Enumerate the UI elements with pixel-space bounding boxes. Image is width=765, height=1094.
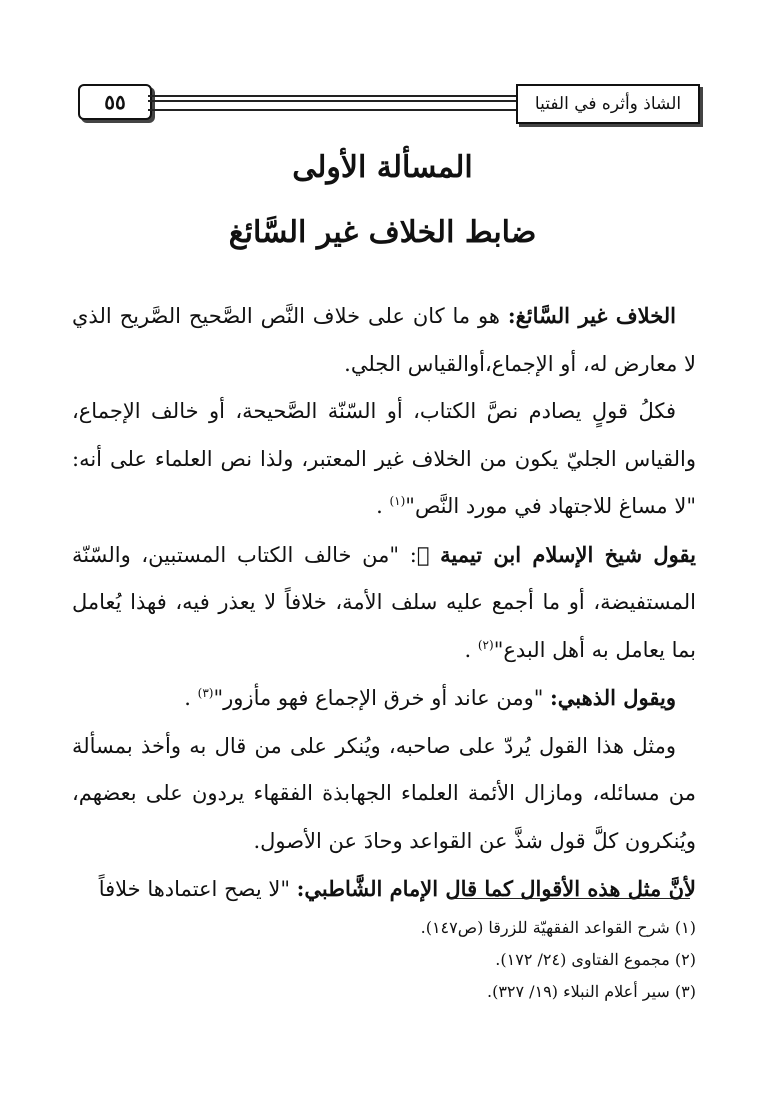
- book-title: الشاذ وأثره في الفتيا: [534, 94, 682, 114]
- footnotes: [72, 912, 696, 1008]
- header-rule: [148, 95, 520, 111]
- footnote-separator: [450, 898, 690, 899]
- paragraph-4-end: .: [184, 686, 198, 710]
- defined-term: الخلاف غير السَّائغ:: [507, 303, 676, 328]
- footnote-ref-3: (٣): [197, 686, 214, 700]
- page-number-box: [78, 84, 152, 120]
- topic-heading: ضابط الخلاف غير السَّائغ: [228, 215, 537, 250]
- book-title-box: [516, 84, 700, 124]
- paragraph-3: [72, 531, 696, 675]
- page-number: ٥٥: [104, 90, 126, 114]
- definition-text: هو ما كان على خلاف النَّص الصَّحيح الصَّريح الذي لا معارض له، أو الإجماع،أوالقياس الجلي.: [72, 304, 696, 376]
- footnote-1: (١) شرح القواعد الفقهيّة للزرقا (ص١٤٧).: [420, 918, 696, 937]
- paragraph-2: [72, 388, 696, 531]
- quote-lead-dhahabi: ويقول الذهبي:: [550, 685, 676, 710]
- paragraph-5: ومثل هذا القول يُردّ على صاحبه، ويُنكر على من قال به وأخذ بمسألة من مسائله، ومازال الأئمة العلماء الجهابذة الفقهاء يردون على بعضهم، ويُنكرون كلَّ قول شذَّ عن القواعد وحادَ عن الأصول.: [72, 733, 696, 853]
- paragraph-4-text: "ومن عاند أو خرق الإجماع فهو مأزور": [213, 686, 551, 710]
- paragraph-1: [72, 292, 696, 388]
- paragraph-2-text: فكلُ قولٍ يصادم نصَّ الكتاب، أو السّنّة الصَّحيحة، أو خالف الإجماع، والقياس الجليّ يكون من الخلاف غير المعتبر، ولذا نص العلماء على أنه: "لا مساغ للاجتهاد في مورد النَّص": [72, 399, 696, 518]
- main-text: [72, 292, 696, 914]
- paragraph-3-end: .: [464, 637, 478, 662]
- footnote-ref-2: (٢): [477, 637, 494, 652]
- honorific-glyph: ﷬: [416, 542, 441, 567]
- footnote-ref-1: (١): [389, 494, 406, 508]
- quote-lead-ibn-taymiyya: يقول شيخ الإسلام ابن تيمية: [440, 541, 696, 567]
- paragraph-4: [72, 674, 696, 723]
- footnote-3: (٣) سير أعلام النبلاء (١٩/ ٣٢٧).: [486, 982, 696, 1001]
- paragraph-6-text: "لا يصح اعتمادها خلافاً: [98, 877, 297, 901]
- quote-lead-shatibi: لأنَّ مثل هذه الأقوال كما قال الإمام الشَّاطبي:: [296, 876, 696, 901]
- footnote-2: (٢) مجموع الفتاوى (٢٤/ ١٧٢).: [495, 950, 696, 969]
- paragraph-2-end: .: [376, 494, 390, 518]
- issue-heading: المسألة الأولى: [292, 150, 473, 185]
- paragraph-6: [72, 865, 696, 914]
- running-header: [78, 84, 700, 126]
- paragraph-3-text: : "من خالف الكتاب المستبين، والسّنّة المستفيضة، أو ما أجمع عليه سلف الأمة، خلافاً لا يعذر فيه، فهذا يُعامل بما يعامل به أهل البدع": [72, 542, 696, 662]
